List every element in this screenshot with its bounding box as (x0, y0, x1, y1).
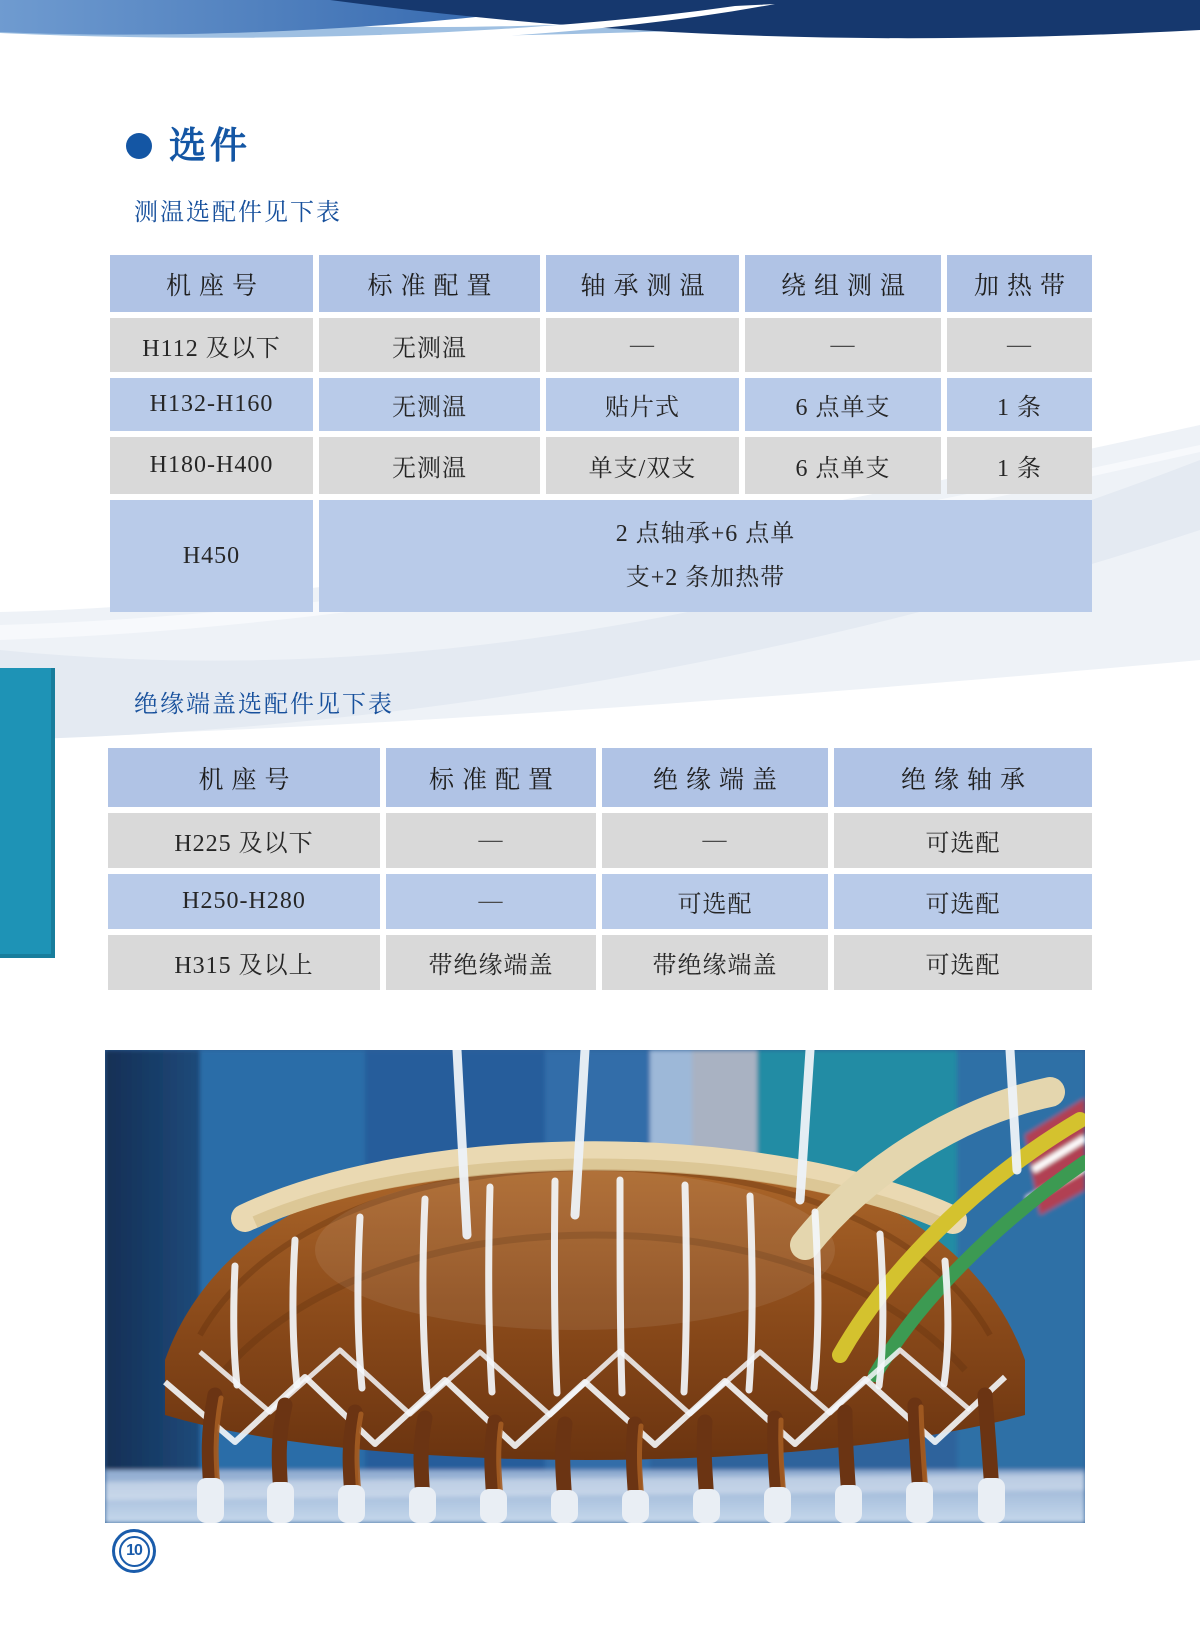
table-cell: 6 点单支 (745, 437, 941, 494)
column-header: 绝缘轴承 (834, 748, 1092, 807)
table-cell: 1 条 (947, 437, 1092, 494)
table-cell: 无测温 (319, 318, 540, 372)
table-cell: 单支/双支 (546, 437, 739, 494)
table-cell-merged (319, 500, 1092, 612)
column-header: 标准配置 (319, 255, 540, 312)
table-cell: 可选配 (602, 874, 828, 929)
column-header: 机座号 (110, 255, 313, 312)
section-heading (126, 127, 251, 165)
table-cell: 6 点单支 (745, 378, 941, 431)
merged-line-1: 2 点轴承+6 点单 (615, 521, 796, 547)
temp-table-caption: 测温选配件见下表 (134, 200, 342, 226)
column-header: 加热带 (947, 255, 1092, 312)
table-cell: 带绝缘端盖 (386, 935, 596, 990)
table-cell: 1 条 (947, 378, 1092, 431)
table-cell: — (745, 318, 941, 372)
table-cell: — (386, 813, 596, 868)
column-header: 标准配置 (386, 748, 596, 807)
page-number-badge (112, 1529, 156, 1573)
merged-line-2: 支+2 条加热带 (625, 565, 786, 591)
table-cell: H250-H280 (108, 874, 380, 929)
table-cell: 可选配 (834, 813, 1092, 868)
table-cell: 可选配 (834, 935, 1092, 990)
page-number: 10 (119, 1536, 150, 1567)
table-cell: — (602, 813, 828, 868)
bullet-icon (126, 133, 152, 159)
column-header: 机座号 (108, 748, 380, 807)
table-cell: H225 及以下 (108, 813, 380, 868)
table-cell: — (947, 318, 1092, 372)
table-cell: H112 及以下 (110, 318, 313, 372)
column-header: 绝缘端盖 (602, 748, 828, 807)
header-wave-banner (0, 0, 1200, 46)
temp-options-table (110, 255, 1092, 612)
table-cell: H132-H160 (110, 378, 313, 431)
table-cell: 无测温 (319, 437, 540, 494)
column-header: 绕组测温 (745, 255, 941, 312)
teal-side-bar (0, 668, 55, 958)
table-cell: — (386, 874, 596, 929)
table-cell: — (546, 318, 739, 372)
table-cell: H180-H400 (110, 437, 313, 494)
stator-winding-photo (105, 1050, 1085, 1523)
table-cell: 贴片式 (546, 378, 739, 431)
insul-table-caption: 绝缘端盖选配件见下表 (134, 692, 394, 718)
table-cell: 可选配 (834, 874, 1092, 929)
table-cell: 无测温 (319, 378, 540, 431)
column-header: 轴承测温 (546, 255, 739, 312)
table-cell: H315 及以上 (108, 935, 380, 990)
table-cell: 带绝缘端盖 (602, 935, 828, 990)
insul-options-table (108, 748, 1092, 990)
page-title: 选件 (169, 125, 251, 166)
table-cell-frame: H450 (110, 500, 313, 612)
